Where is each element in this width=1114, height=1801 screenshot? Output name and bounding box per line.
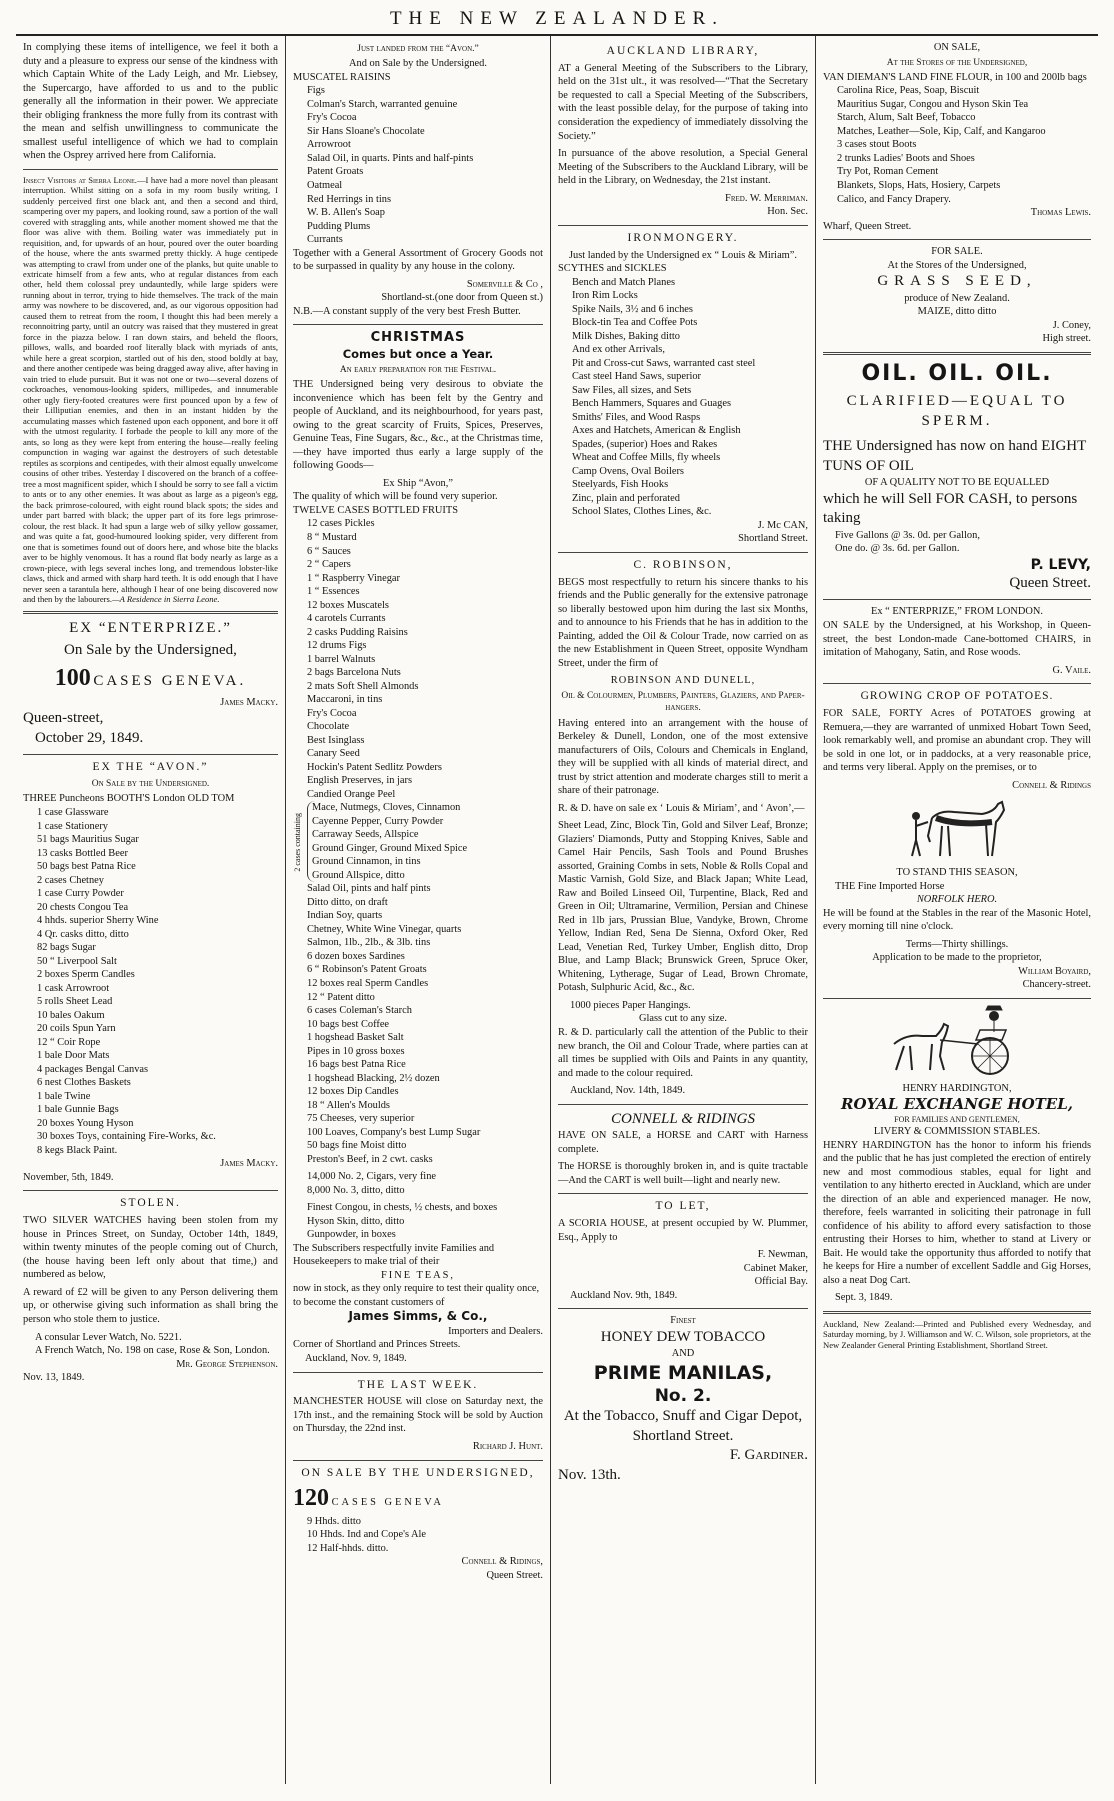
christmas-item: Chetney, White Wine Vinegar, quarts (307, 923, 462, 935)
christmas-item: Best Isinglass (307, 734, 365, 746)
divider (293, 1460, 543, 1461)
christmas-firm-sub: Importers and Dealers. (448, 1325, 543, 1337)
christmas-invite: The Subscribers respectfully invite Families and Housekeepers to make trial of their (293, 1242, 495, 1268)
ironmongery-address: Shortland Street. (738, 533, 808, 545)
christmas-item: Hockin's Patent Sedlitz Powders (307, 761, 442, 773)
van-item: Matches, Leather—Sole, Kip, Calf, and Kangaroo (837, 125, 1046, 137)
christmas-teas (293, 1201, 543, 1242)
christmas-now: now in stock, as they only require to test their quality once, to become the constant customers of (293, 1283, 540, 1308)
enterprize-line: On Sale by the Undersigned, (64, 642, 237, 658)
stolen-signature: Mr. George Stephenson. (176, 1358, 278, 1370)
christmas-item: 2 casks Pudding Raisins (307, 626, 408, 638)
christmas-cigars (293, 1170, 543, 1197)
divider (823, 599, 1091, 600)
just-landed-together: Together with a General Assortment of Grocery Goods not to be surpassed in quality by any house in the colony. (293, 247, 543, 273)
ironmongery-item: Bench Hammers, Squares and Guages (572, 398, 731, 410)
hero-name: NORFOLK HERO. (916, 894, 998, 906)
avon-item: 20 chests Congou Tea (37, 901, 129, 913)
divider (823, 1311, 1091, 1314)
enterprize-place: Queen-street, (23, 710, 104, 727)
christmas-item: 100 Loaves, Company's best Lump Sugar (307, 1126, 481, 1138)
avon-item: 51 bags Mauritius Sugar (37, 834, 139, 846)
stolen-title: STOLEN. (120, 1197, 181, 1210)
ironmongery-item: Wheat and Coffee Mills, fly wheels (572, 452, 721, 464)
christmas-ship: Ex Ship “Avon,” (383, 477, 453, 489)
robinson-firm: ROBINSON AND DUNELL, (610, 675, 756, 687)
christmas-item: 8 “ Mustard (307, 531, 357, 543)
stolen-watch-2: A French Watch, No. 198 on case, Rose & Son, London. (35, 1345, 270, 1357)
enterprize-number: 100 (54, 664, 91, 691)
divider (23, 169, 278, 170)
ironmongery-first: SCYTHES and SICKLES (558, 263, 667, 275)
avon-item: 50 “ Liverpool Salt (37, 955, 117, 967)
tobacco-signature: F. Gardiner. (729, 1447, 808, 1464)
stolen-reward: A reward of £2 will be given to any Person delivering them up, or otherwise giving such information as shall bring the person who stole them to justice. (23, 1286, 278, 1325)
grass-signature: J. Coney, (1052, 319, 1091, 331)
oil-title: OIL. OIL. OIL. (861, 360, 1053, 386)
ironmongery-item: Steelyards, Fish Hooks (572, 479, 669, 491)
christmas-cigar-item: 8,000 No. 3, ditto, ditto (307, 1184, 405, 1196)
christmas-item: 16 bags best Patna Rice (307, 1059, 406, 1071)
christmas-item: 4 carotels Currants (307, 613, 386, 625)
hardington-hotel: ROYAL EXCHANGE HOTEL, (840, 1095, 1074, 1114)
christmas-item: 2 bags Barcelona Nuts (307, 667, 401, 679)
avon-item: 1 case Glassware (37, 807, 109, 818)
christmas-corner: Corner of Shortland and Princes Streets. (293, 1339, 461, 1351)
avon-list (23, 806, 278, 1157)
ironmongery-item: Smiths' Files, and Wood Rasps (572, 411, 701, 423)
just-landed-item: Oatmeal (307, 179, 343, 191)
christmas-twelve: TWELVE CASES BOTTLED FRUITS (293, 504, 459, 516)
christmas-spice-item: Ground Cinnamon, in tins (312, 856, 421, 868)
chairs-title: Ex “ ENTERPRIZE,” FROM LONDON. (870, 606, 1043, 618)
horse-engraving (902, 796, 1012, 862)
enterprize-date: October 29, 1849. (35, 729, 144, 746)
stolen-text: TWO SILVER WATCHES having been stolen from my house in Princes Street, on Sunday, October 14th, 1849, within twenty minutes of the people coming out of Church, (the house having been left only about that time,) and numbered as below, (23, 1215, 278, 1281)
insect-article (23, 175, 278, 605)
geneva-sale-offer (293, 1483, 543, 1514)
just-landed-item: Colman's Starch, warranted genuine (307, 98, 458, 110)
library-role: Hon. Sec. (767, 206, 808, 218)
column-1 (16, 36, 286, 1784)
christmas-item: 75 Cheeses, very superior (307, 1113, 415, 1125)
avon-item: 2 cases Chetney (37, 874, 104, 886)
christmas-item: 1 hogshead Basket Salt (307, 1032, 404, 1044)
carriage-illustration (823, 1004, 1091, 1078)
ironmongery-item: Camp Ovens, Oval Boilers (572, 465, 684, 477)
christmas-item: 1 hogshead Blacking, 2½ dozen (307, 1072, 440, 1084)
oil-price-2: One do. @ 3s. 6d. per Gallon. (835, 543, 960, 555)
oil-quality: OF A QUALITY NOT TO BE EQUALLED (864, 477, 1050, 489)
christmas-spice-item: Mace, Nutmegs, Cloves, Cinnamon (312, 802, 461, 814)
hardington-text: HENRY HARDINGTON has the honor to inform his friends and the public that he has just completed the erection of entirely new and most commodious stables, equal for light and ventilation to any hitherto erected in Auckland, which are under the direction of an able and experienced manager. He now, therefore, feels warranted in soliciting their patronage in full confidence of his ability to afford every satisfaction to those entrusting their Horses to him, whether to stand at Livery or Bait. He would take the opportunity thus afforded to notify that he keeps for Hire a number of excellent Saddle and Gig Horses, also a neat Dog Cart. (823, 1139, 1091, 1286)
van-item: Mauritius Sugar, Congou and Hyson Skin Tea (837, 98, 1029, 110)
christmas-item: Preston's Beef, in 2 cwt. casks (307, 1153, 433, 1165)
christmas-item: 6 “ Sauces (307, 545, 351, 557)
divider (558, 1104, 808, 1105)
van-subtitle: At the Stores of the Undersigned, (886, 57, 1028, 68)
robinson-glass: Glass cut to any size. (638, 1013, 727, 1025)
christmas-item: 6 “ Robinson's Patent Groats (307, 964, 427, 976)
grass-produce: produce of New Zealand. (904, 292, 1010, 304)
potatoes-text: FOR SALE, FORTY Acres of POTATOES growing at Remuera,—they are warranted of unmixed Hobart Town Seed, look remarkably well, and promise an abundant crop. They will be sold in one lot, or in paddocks, at a very reasonable price, and terms very liberal. Apply on the premises, or to (823, 707, 1091, 774)
christmas-item: 12 cases Pickles (307, 518, 375, 530)
robinson-text-3: R. & D. have on sale ex ‘ Louis & Miriam’, and ‘ Avon’,— (558, 802, 805, 814)
chairs-signature: G. Vaile. (1052, 664, 1091, 676)
avon-item: 1 cask Arrowroot (37, 982, 110, 994)
christmas-item: 18 “ Allen's Moulds (307, 1099, 390, 1111)
ironmongery-subtitle: Just landed by the Undersigned ex “ Louis & Miriam”. (569, 249, 797, 261)
tobacco-date: Nov. 13th. (558, 1466, 621, 1483)
avon-first-item: THREE Puncheons BOOTH'S London OLD TOM (23, 793, 235, 805)
ironmongery-title: IRONMONGERY. (627, 231, 739, 244)
library-text: AT a General Meeting of the Subscribers to the Library, held on the 31st ult., it was resolved—“That the Secretary be requested to call a Special Meeting of the Subscribers, with the least possible delay, for the purpose of taking into consideration the expediency of immediately dissolving the Society.” (558, 62, 808, 142)
avon-item: 4 hhds. superior Sherry Wine (37, 915, 159, 927)
divider (558, 1308, 808, 1309)
robinson-text: BEGS most respectfully to return his sincere thanks to his friends and the Public generally for the extensive patronage so liberally bestowed upon him during the last six Months, and to announce to his Friends that he has in addition to the Painting, added the Oil & Colour Trade, now carried on as the new Establishment in Queen Street, opposite Wyndham Street, under the firm of (558, 576, 808, 669)
tobacco-at: At the Tobacco, Snuff and Cigar Depot, Shortland Street. (563, 1408, 803, 1444)
oil-text: THE Undersigned has now on hand EIGHT TUNS OF OIL (823, 438, 1087, 474)
christmas-item: 12 “ Patent ditto (307, 991, 375, 1003)
ironmongery-item: Bench and Match Planes (572, 276, 676, 288)
enterprize-signature: James Macky. (220, 696, 278, 708)
oil-signature: P. LEVY, (1030, 556, 1091, 573)
christmas-spice-item: Cayenne Pepper, Curry Powder (312, 815, 444, 827)
to-let-title: TO LET, (655, 1200, 711, 1213)
christmas-tea-item: Hyson Skin, ditto, ditto (307, 1215, 405, 1227)
avon-item: 6 nest Clothes Baskets (37, 1077, 131, 1089)
van-title: ON SALE, (933, 42, 981, 53)
stolen-date: Nov. 13, 1849. (23, 1372, 85, 1384)
christmas-item: Salmon, 1lb., 2lb., & 3lb. tins (307, 937, 431, 949)
christmas-item: 12 boxes Dip Candles (307, 1086, 399, 1098)
avon-item: 1 bale Door Mats (37, 1050, 110, 1062)
christmas-subtitle: Comes but once a Year. (342, 347, 494, 362)
just-landed-item: Arrowroot (307, 139, 351, 151)
connell-title: CONNELL & RIDINGS (611, 1110, 755, 1127)
robinson-firm-sub: Oil & Colourmen, Plumbers, Painters, Glaziers, and Paper-hangers. (561, 690, 805, 714)
grass-address: High street. (1042, 333, 1091, 345)
geneva-sale-address: Queen Street. (486, 1569, 543, 1581)
van-list (823, 84, 1091, 206)
van-item: Calico, and Fancy Drapery. (837, 193, 951, 205)
christmas-item: 2 mats Soft Shell Almonds (307, 680, 419, 692)
hero-text: THE Fine Imported Horse (835, 880, 945, 892)
christmas-item: 1 “ Essences (307, 586, 360, 598)
christmas-prep: An early preparation for the Festival. (339, 364, 497, 375)
christmas-text: THE Undersigned being very desirous to obviate the inconvenience which has been felt by the Gentry and people of Auckland, and its neighbourhood, for years past, owing to the great scarcity of Fruits, Spices, Preserves, Genuine Teas, Fine Sugars, &c., &c., at the Christmas time,—they have imported thus early a large supply of the following Goods— (293, 379, 543, 472)
ironmongery-item: Axes and Hatchets, American & English (572, 425, 741, 437)
hardington-for: FOR FAMILIES AND GENTLEMEN, (894, 1114, 1020, 1124)
ironmongery-item: Cast steel Hand Saws, superior (572, 371, 701, 383)
to-let-signature-3: Official Bay. (754, 1276, 808, 1288)
divider (558, 225, 808, 226)
ironmongery-item: Zinc, plain and perforated (572, 492, 680, 504)
ironmongery-item: School Slates, Clothes Lines, &c. (572, 506, 712, 518)
just-landed-item: Currants (307, 234, 343, 246)
divider (558, 552, 808, 553)
van-item: Starch, Alum, Salt Beef, Tobacco (837, 112, 976, 124)
oil-address: Queen Street. (1009, 574, 1091, 591)
van-item: Try Pot, Roman Cement (837, 166, 939, 178)
avon-item: 82 bags Sugar (37, 942, 96, 954)
avon-signature: James Macky. (220, 1158, 278, 1170)
christmas-bracket-label: 2 cases containing (293, 812, 302, 872)
avon-item: 4 packages Bengal Canvas (37, 1063, 149, 1075)
avon-item: 1 bale Twine (37, 1090, 91, 1102)
avon-item: 8 kegs Black Paint. (37, 1144, 118, 1156)
christmas-item: 1 “ Raspberry Vinegar (307, 572, 400, 584)
connell-text-2: The HORSE is thoroughly broken in, and is quite tractable—And the CART is well built—light and nearly new. (558, 1161, 808, 1186)
avon-subtitle: On Sale by the Undersigned. (91, 779, 210, 790)
robinson-text-2: Having entered into an arrangement with the house of Berkeley & Dunell, London, one of the most extensive manufacturers of Oils, Colours and Chemicals in England, they will be supplied with all kinds of material direct, and trust by strict attention and moderate charges still to merit a share of their patronage. (558, 717, 808, 797)
just-landed-item: Fry's Cocoa (307, 112, 357, 124)
divider (558, 1193, 808, 1194)
avon-title: EX THE “AVON.” (92, 761, 209, 774)
christmas-item: Ditto ditto, on draft (307, 896, 388, 908)
van-first: VAN DIEMAN'S LAND FINE FLOUR, in 100 and 200lb bags (823, 71, 1087, 83)
enterprize-offer (23, 663, 278, 694)
chairs-text: ON SALE by the Undersigned, at his Workshop, in Queen-street, the best London-made Cane-bottomed CHAIRS, in imitation of Mahogany, Satin, and Rose woods. (823, 619, 1091, 659)
hero-terms: Terms—Thirty shillings. (905, 938, 1009, 950)
geneva-sale-number: 120 (293, 1485, 329, 1512)
grass-first: GRASS SEED, (877, 273, 1037, 290)
ironmongery-item: Spades, (superior) Hoes and Rakes (572, 438, 718, 450)
hardington-name: HENRY HARDINGTON, (902, 1082, 1012, 1094)
enterprize-title: EX “ENTERPRIZE.” (69, 619, 232, 636)
stolen-watch-1: A consular Lever Watch, No. 5221. (35, 1331, 182, 1343)
robinson-title: C. ROBINSON, (633, 558, 733, 571)
avon-item: 1 bale Gunnie Bags (37, 1104, 119, 1116)
avon-item: 10 bales Oakum (37, 1009, 105, 1021)
just-landed-item: W. B. Allen's Soap (307, 207, 385, 219)
christmas-fine-teas: FINE TEAS, (380, 1269, 456, 1281)
hardington-date: Sept. 3, 1849. (835, 1292, 893, 1304)
geneva-sale-cases: CASES GENEVA (331, 1497, 444, 1509)
robinson-date: Auckland, Nov. 14th, 1849. (570, 1085, 686, 1097)
connell-text: HAVE ON SALE, a HORSE and CART with Harness complete. (558, 1130, 808, 1155)
avon-item: 20 boxes Young Hyson (37, 1117, 134, 1129)
geneva-sale-title: ON SALE BY THE UNDERSIGNED, (301, 1466, 535, 1479)
tobacco-honey: HONEY DEW TOBACCO (600, 1328, 766, 1345)
van-item: 2 trunks Ladies' Boots and Shoes (837, 152, 975, 164)
ironmongery-item: And ex other Arrivals, (572, 344, 665, 356)
avon-item: 5 rolls Sheet Lead (37, 996, 113, 1008)
christmas-tea-item: Finest Congou, in chests, ½ chests, and boxes (307, 1202, 498, 1214)
christmas-item: 10 bags best Coffee (307, 1018, 390, 1030)
christmas-list-2 (293, 882, 543, 1166)
geneva-sale-item: 10 Hhds. Ind and Cope's Ale (307, 1529, 427, 1541)
divider (293, 1372, 543, 1373)
christmas-title: CHRISTMAS (370, 330, 466, 346)
hero-text-2: He will be found at the Stables in the rear of the Masonic Hotel, every morning till nine o'clock. (823, 907, 1091, 933)
hero-apply: Application to be made to the proprietor, (872, 952, 1042, 964)
van-item: Blankets, Slops, Hats, Hosiery, Carpets (837, 179, 1001, 191)
to-let-signature-2: Cabinet Maker, (743, 1262, 808, 1274)
christmas-item: Maccaroni, in tins (307, 694, 383, 706)
geneva-sale-list (293, 1515, 543, 1556)
divider (23, 611, 278, 614)
just-landed-item: Red Herrings in tins (307, 193, 391, 205)
column-2 (286, 36, 551, 1784)
gig-engraving (882, 1004, 1032, 1078)
library-signature: Fred. W. Merriman. (725, 192, 808, 204)
divider (293, 324, 543, 325)
christmas-firm: James Simms, & Co., (348, 1309, 488, 1324)
divider (823, 352, 1091, 355)
ironmongery-item: Block-tin Tea and Coffee Pots (572, 317, 698, 329)
christmas-item: Chocolate (307, 721, 350, 733)
avon-item: 1 case Curry Powder (37, 888, 124, 900)
robinson-text-4: Sheet Lead, Zinc, Block Tin, Gold and Silver Leaf, Bronze; Glaziers' Diamonds, Putty and Stopping Knives, Sable and Camel Hair Pencils, Sash Tools and Pound Brushes assorted, Graining Combs in sets, Noble & Rolls Copal and Mastic Varnish, Gold Size, and Black Japan; White Lead, Raw and Boiled Linseed Oil, Turpentine, Black, Red and Green in Oil; Ultramarine, Vermilion, Persian and Chinese Red in 1lb jars, Prussian Blue, Vandyke, Brown, Chrome Yellow, Indian Red, Sena De Sienna, Oxford Oker, Red Lead, Venetian Red, Turkey Umber, English ditto, Drop Blue, and Lamp Black; Brunswick Green, Spruce Oker, Whitening, Lytherage, Sugar of Lead, Brown Chromate, Potash, Sulphuric Acid, &c., &c. (558, 820, 808, 994)
avon-item: 4 Qr. casks ditto, ditto (37, 928, 129, 940)
christmas-cigar-item: 14,000 No. 2, Cigars, very fine (307, 1171, 436, 1183)
ironmongery-item: Pit and Cross-cut Saws, warranted cast steel (572, 357, 756, 369)
christmas-item: Candied Orange Peel (307, 788, 396, 800)
insect-heading: Insect Visitors at Sierra Leone. (23, 174, 137, 185)
christmas-item: 1 barrel Walnuts (307, 653, 376, 665)
just-landed-signature: Somerville & Co , (466, 278, 543, 290)
avon-item: 1 case Stationery (37, 820, 108, 832)
just-landed-item: Figs (307, 85, 325, 97)
ironmongery-item: Spike Nails, 3½ and 6 inches (572, 303, 693, 315)
divider (823, 683, 1091, 684)
christmas-bracket-group (293, 801, 543, 882)
tobacco-and: AND (671, 1348, 695, 1360)
christmas-item: 2 “ Capers (307, 559, 351, 571)
christmas-item: 12 boxes real Sperm Candles (307, 978, 429, 989)
horse-illustration (823, 796, 1091, 862)
christmas-item: English Preserves, in jars (307, 775, 413, 787)
last-week-signature: Richard J. Hunt. (472, 1441, 543, 1452)
tobacco-finest: Finest (670, 1315, 696, 1327)
hero-signature: William Boyaird, (1018, 965, 1091, 977)
christmas-bracket-list (307, 801, 467, 882)
last-week-title: THE LAST WEEK. (357, 1378, 479, 1391)
imprint: Auckland, New Zealand:—Printed and Published every Wednesday, and Saturday morning, by J. Williamson and W. C. Wilson, sole proprietors, at the New Zealander General Printing Establishment, Shortland Street. (823, 1318, 1091, 1350)
just-landed-note: N.B.—A constant supply of the very best Fresh Butter. (293, 305, 521, 317)
christmas-spice-item: Ground Ginger, Ground Mixed Spice (312, 842, 468, 854)
columns (16, 36, 1098, 1784)
grass-maize: MAIZE, ditto ditto (917, 306, 997, 318)
just-landed-item: Salad Oil, in quarts. Pints and half-pints (307, 152, 474, 164)
avon-date: November, 5th, 1849. (23, 1171, 114, 1183)
geneva-sale-signature: Connell & Ridings, (461, 1556, 543, 1568)
potatoes-signature: Connell & Ridings (1012, 779, 1091, 791)
just-landed-address: Shortland-st.(one door from Queen st.) (381, 292, 543, 304)
hero-address: Chancery-street. (1022, 979, 1091, 991)
christmas-spice-item: Carraway Seeds, Allspice (312, 829, 419, 841)
intelligence-paragraph: In complying these items of intelligence, we feel it both a duty and a pleasure to express our sense of the kindness with which Captain White of the Lady Leigh, and Mr. Liebsey, the Supercargo, have afforded to us and to the public generally all the information in their power. We appreciate their obliging frankness the more fully from its contrast with the mean and selfish unwillingness to communicate the smallest useful intelligence of which we had to complain when the Osprey arrived here from California. (23, 42, 278, 162)
insect-source: —A Residence in Sierra Leone. (112, 594, 220, 605)
christmas-quality: The quality of which will be found very superior. (293, 491, 498, 503)
christmas-item: Canary Seed (307, 748, 360, 760)
just-landed-item: Patent Groats (307, 166, 364, 178)
masthead: THE NEW ZEALANDER. (389, 8, 725, 29)
christmas-list-1 (293, 517, 543, 801)
oil-price-1: Five Gallons @ 3s. 0d. per Gallon, (835, 529, 980, 541)
christmas-item: 6 dozen boxes Sardines (307, 950, 405, 962)
grass-subtitle: At the Stores of the Undersigned, (887, 259, 1027, 271)
just-landed-item: Sir Hans Sloane's Chocolate (307, 125, 425, 137)
column-4 (816, 36, 1098, 1784)
van-signature: Thomas Lewis. (1030, 207, 1091, 219)
christmas-item: 12 boxes Muscatels (307, 599, 389, 611)
library-title: AUCKLAND LIBRARY, (606, 45, 760, 57)
just-landed-item: Pudding Plums (307, 220, 371, 232)
geneva-sale-item: 9 Hhds. ditto (307, 1515, 361, 1527)
van-item: 3 cases stout Boots (837, 139, 917, 151)
avon-item: 50 bags best Patna Rice (37, 861, 136, 873)
enterprize-cases: CASES GENEVA. (93, 672, 247, 689)
ironmongery-item: Iron Rim Locks (572, 290, 638, 302)
ironmongery-list (558, 276, 808, 357)
christmas-item: 12 drums Figs (307, 640, 367, 652)
to-let-text: A SCORIA HOUSE, at present occupied by W. Plummer, Esq., Apply to (558, 1218, 808, 1243)
ironmongery-list-2 (558, 357, 808, 519)
robinson-paper: 1000 pieces Paper Hangings. (570, 999, 691, 1011)
van-address: Wharf, Queen Street. (823, 220, 912, 232)
divider (23, 1190, 278, 1191)
hero-title: TO STAND THIS SEASON, (896, 867, 1018, 879)
divider (23, 754, 278, 755)
tobacco-number: No. 2. (654, 1386, 712, 1407)
divider (823, 998, 1091, 999)
tobacco-prime: PRIME MANILAS, (593, 1361, 773, 1384)
robinson-text-5: R. & D. particularly call the attention of the Public to their new branch, the Oil and Colour Trade, where parties can at all times be supplied with Oils and Paints in any quantity, and made to the colour required. (558, 1026, 808, 1079)
christmas-item: Fry's Cocoa (307, 707, 357, 719)
christmas-tea-item: Gunpowder, in boxes (307, 1229, 396, 1241)
ironmongery-signature: J. Mc CAN, (757, 519, 808, 531)
oil-clarified: CLARIFIED—EQUAL TO SPERM. (846, 393, 1068, 429)
avon-item: 30 boxes Toys, containing Fire-Works, &c. (37, 1131, 216, 1143)
ironmongery-item: Saw Files, all sizes, and Sets (572, 384, 692, 396)
christmas-date: Auckland, Nov. 9, 1849. (305, 1353, 407, 1364)
divider (823, 239, 1091, 240)
last-week-text: MANCHESTER HOUSE will close on Saturday next, the 17th inst., and the remaining Stock will be sold by Auction on Thursday, the 22nd inst. (293, 1396, 543, 1435)
grass-title: FOR SALE. (931, 246, 983, 258)
oil-which: which he will Sell FOR CASH, to persons taking (823, 490, 1078, 527)
ironmongery-item: Milk Dishes, Baking ditto (572, 330, 680, 342)
van-item: Carolina Rice, Peas, Soap, Biscuit (837, 85, 980, 97)
christmas-item: Indian Soy, quarts (307, 910, 383, 922)
library-text-2: In pursuance of the above resolution, a Special General Meeting of the Subscribers to the Auckland Library, will be held in the Library, on Wednesday, the 21st instant. (558, 148, 808, 187)
to-let-date: Auckland Nov. 9th, 1849. (570, 1289, 678, 1301)
christmas-item: 6 cases Coleman's Starch (307, 1005, 412, 1017)
potatoes-title: GROWING CROP OF POTATOES. (860, 690, 1054, 703)
just-landed-first: MUSCATEL RAISINS (293, 71, 391, 83)
just-landed-title: Just landed from the “Avon.” (357, 44, 479, 54)
avon-item: 20 coils Spun Yarn (37, 1023, 116, 1035)
avon-item: 2 boxes Sperm Candles (37, 969, 135, 981)
to-let-signature: F. Newman, (757, 1249, 808, 1261)
just-landed-subtitle: And on Sale by the Undersigned. (349, 58, 487, 70)
christmas-item: Salad Oil, pints and half pints (307, 883, 431, 895)
avon-item: 13 casks Bottled Beer (37, 847, 128, 859)
just-landed-list (293, 84, 543, 246)
christmas-spice-item: Ground Allspice, ditto (312, 869, 405, 881)
hardington-livery: LIVERY & COMMISSION STABLES. (873, 1126, 1041, 1138)
christmas-item: 50 bags fine Moist ditto (307, 1140, 407, 1152)
geneva-sale-item: 12 Half-hhds. ditto. (307, 1542, 389, 1554)
insect-body: —I have had a more novel than pleasant interruption. Whilst sitting on a sofa in my room busily writing, I suddenly perceived first one black ant, and then a second and third, scampering over my papers, and looking round, saw a portion of the wall covered with straggling ants, while another moment showed me that the floor was alive with them. Boiling water was immediately put in requisition, and, for upwards of an hour, poured over the outer boarding of the house, where the ants swarmed pretty thickly. A huge centipede was attempting to crawl from under one of the planks, but quite unable to extricate himself from a few ants, who at regular distances from each other, held them colossal prey undauntedly, while large spiders were running about in terror, trying to hide themselves. The track of the main army was nowhere to be discovered, and, as our vigorous opposition had caused them to retreat from the room, I thought this had been merely a reconnoitring party, until an outcry was raised that they mustered in great force in the piazza below. I ran down stairs, and beheld the floors, pillows, walls, and boarded roof literally black with myriads of ants, while here a great scorpion, startled out of his den, stood boldly at bay, and there another centipede was being dragged away alive, after having in vain tried to elude pursuit. But it was not one or two—several dozens of cockroaches, venomous-looking spiders, millipedes, and innumerable other ugly fiery-footed creatures were first pounced upon by a few of their Lilliputian enemies, and then in an instant hidden by the accumulating masses which fastened upon each opponent, and bore it off with the utmost regularity. I forbade the people to kill any more of the ants, so long as they were kept from entering the house—really feeling compunction in waging war against the destroyers of such detestable reptiles as scorpions and centipedes, with their almost equally unwelcome cousins of other tribes. Yesterday I discovered on the branch of a coffee-tree a most magnificent spider, which I should be sorry to see fall a victim to ants or to any other enemies. It was about as large as a pigeon's egg, the back primrose-coloured, with eight round black spots; the sides and under part barred with black; the upper part of its fore legs primrose-colour, the rest black. It had spun a large web of silky yellow gossamer, and was quite a fat, good-humoured looking spider, very different from one that is sometimes found out of doors here, and whose bite the blacks aver to be highly venomous. It has a round flat body nearly as large as a crown-piece, with legs several inches long, and tremendous lobster-like claws, thick and armed with sharp hard teeth. It is odd enough that I have never seen a tarantula here, although I hear of one being discovered now and then by the labourers. (23, 174, 278, 605)
avon-item: 12 “ Coir Rope (37, 1036, 101, 1048)
column-3 (551, 36, 816, 1784)
christmas-item: Pipes in 10 gross boxes (307, 1045, 405, 1057)
